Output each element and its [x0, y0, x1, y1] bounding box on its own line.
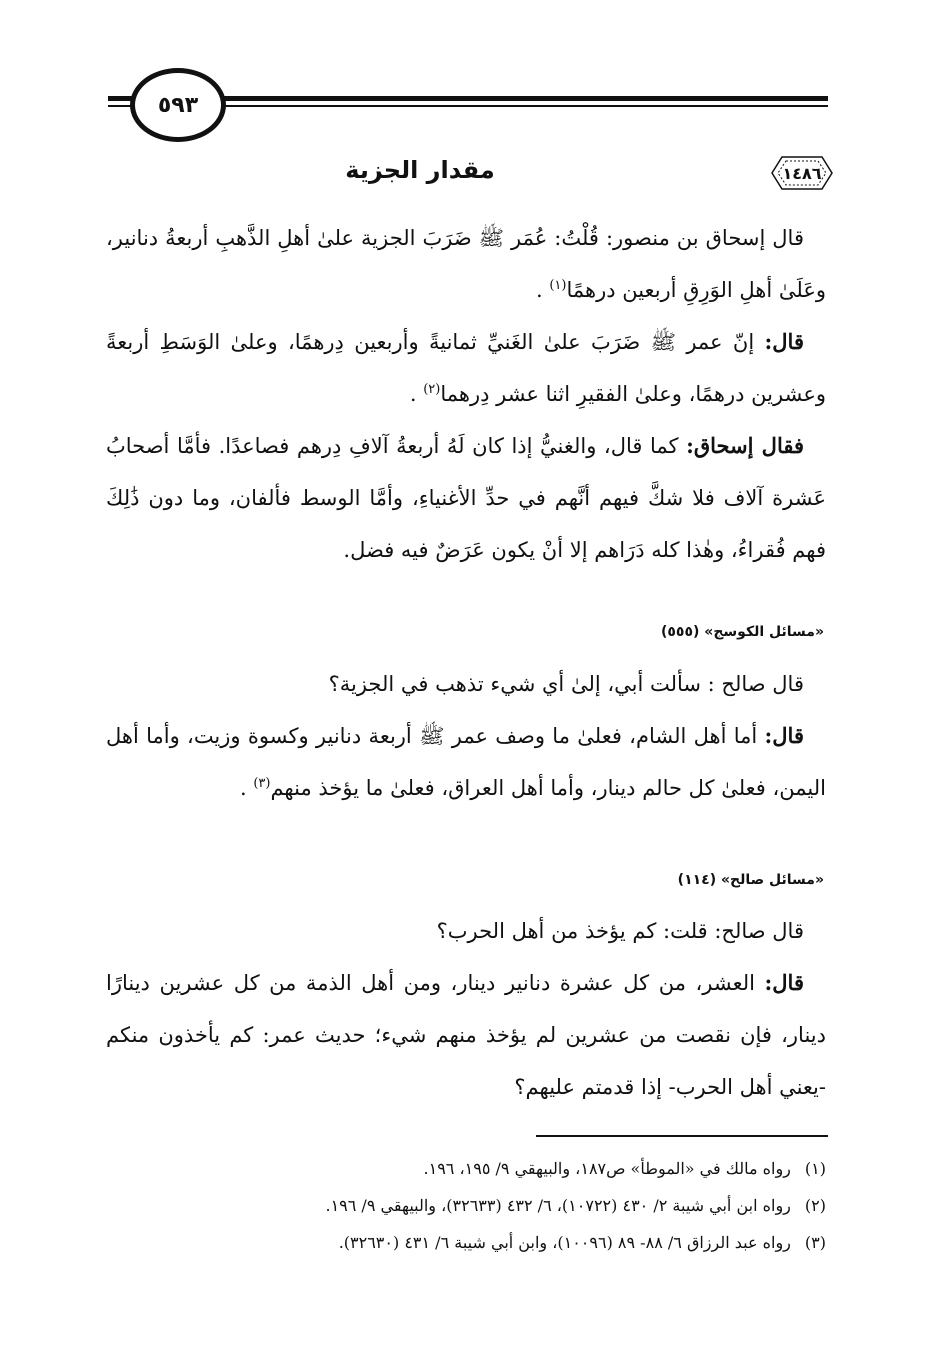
speaker-label: قال: — [764, 970, 804, 995]
footnote-text: رواه عبد الرزاق ٦/ ٨٨- ٨٩ (١٠٠٩٦)، وابن أبي شيبة ٦/ ٤٣١ (٣٢٦٣٠). — [338, 1233, 791, 1252]
paragraph: قال: إنّ عمر ﷺ ضَرَبَ علىٰ الغَنيِّ ثمانيةً وأربعين دِرهمًا، وعلىٰ الوَسَطِ أربعةً وعشرين درهمًا، وعلىٰ الفقيرِ اثنا عشر دِرهما$^{(٢)}$ . — [106, 329, 826, 406]
footnote-number: (٢) — [804, 1196, 826, 1215]
chapter-title: مقدار الجزية — [345, 156, 495, 184]
footnote — [106, 1150, 826, 1187]
paragraph — [106, 957, 826, 1113]
footnote-separator — [536, 1135, 828, 1137]
paragraph-text: قال صالح : سألت أبي، إلىٰ أي شيء تذهب في الجزية؟ — [328, 672, 804, 696]
footnote-ref: (٣) — [253, 776, 271, 791]
footnotes — [106, 1150, 826, 1261]
section-3 — [106, 905, 826, 1113]
paragraph-text: كما قال، والغنيُّ إذا كان لَهُ أربعةُ آلافِ دِرهم فصاعدًا. فأمَّا أصحابُ عَشرة آلاف فلا شكَّ فيهم أنَّهم في حدِّ الأغنياءِ، وأمَّا الوسط فألفان، وما دون ذَٰلِكَ فهم فُقراءُ، وهٰذا كله دَرَاهم إلا أنْ يكون عَرَضٌ فيه فضل. — [106, 434, 826, 562]
page-number: ٥٩٣ — [130, 68, 226, 142]
chapter-number-badge — [770, 153, 834, 193]
source-citation: «مسائل صالح» (١١٤) — [677, 872, 824, 888]
paragraph: قال إسحاق بن منصور: قُلْتُ: عُمَر ﷺ ضَرَبَ الجزية علىٰ أهلِ الذَّهبِ أربعةُ دنانير، وعَلَىٰ أهلِ الوَرِقِ أربعين درهمًا$^{(١)}$ . — [106, 226, 826, 302]
paragraph-text: أما أهل الشام، فعلىٰ ما وصف عمر ﷺ أربعة دنانير وكسوة وزيت، وأما أهل اليمن، فعلىٰ كل حالم دينار، وأما أهل العراق، فعلىٰ ما يؤخذ منهم — [106, 724, 826, 800]
footnote-text: رواه ابن أبي شيبة ٢/ ٤٣٠ (١٠٧٢٢)، ٦/ ٤٣٢ (٣٢٦٣٣)، والبيهقي ٩/ ١٩٦. — [325, 1196, 791, 1215]
footnote-text: رواه مالك في «الموطأ» ص١٨٧، والبيهقي ٩/ ١٩٥، ١٩٦. — [423, 1159, 791, 1178]
footnote-number: (٣) — [804, 1233, 826, 1252]
paragraph — [106, 420, 826, 576]
paragraph-text: قال صالح: قلت: كم يؤخذ من أهل الحرب؟ — [436, 919, 804, 943]
footnote — [106, 1224, 826, 1261]
paragraph — [106, 905, 826, 957]
footnote-ref: (٢) — [423, 382, 441, 397]
speaker-label: قال: — [764, 329, 804, 354]
footnote — [106, 1187, 826, 1224]
paragraph: قال: أما أهل الشام، فعلىٰ ما وصف عمر ﷺ أربعة دنانير وكسوة وزيت، وأما أهل اليمن، فعلىٰ كل حالم دينار، وأما أهل العراق، فعلىٰ ما يؤخذ منهم$^{(٣)}$ . — [106, 723, 826, 800]
speaker-label: قال: — [764, 723, 804, 748]
section-1 — [106, 212, 826, 576]
chapter-number: ١٤٨٦ — [782, 163, 822, 183]
paragraph-text: العشر، من كل عشرة دنانير دينار، ومن أهل الذمة من كل عشرين دينارًا دينار، فإن نقصت من عشرين لم يؤخذ منهم شيء؛ حديث عمر: كم يأخذون منكم -يعني أهل الحرب- إذا قدمتم عليهم؟ — [106, 971, 826, 1099]
footnote-ref: (١) — [549, 278, 567, 293]
paragraph — [106, 658, 826, 710]
footnote-number: (١) — [804, 1159, 826, 1178]
source-citation: «مسائل الكوسج» (٥٥٥) — [660, 624, 824, 640]
paragraph-text: إنّ عمر ﷺ ضَرَبَ علىٰ الغَنيِّ ثمانيةً وأربعين دِرهمًا، وعلىٰ الوَسَطِ أربعةً وعشرين درهمًا، وعلىٰ الفقيرِ اثنا عشر دِرهما — [106, 330, 826, 406]
speaker-label: فقال إسحاق: — [686, 433, 805, 458]
section-2 — [106, 658, 826, 814]
paragraph-text: قال إسحاق بن منصور: قُلْتُ: عُمَر ﷺ ضَرَبَ الجزية علىٰ أهلِ الذَّهبِ أربعةُ دنانير، وعَلَىٰ أهلِ الوَرِقِ أربعين درهمًا — [106, 226, 826, 302]
